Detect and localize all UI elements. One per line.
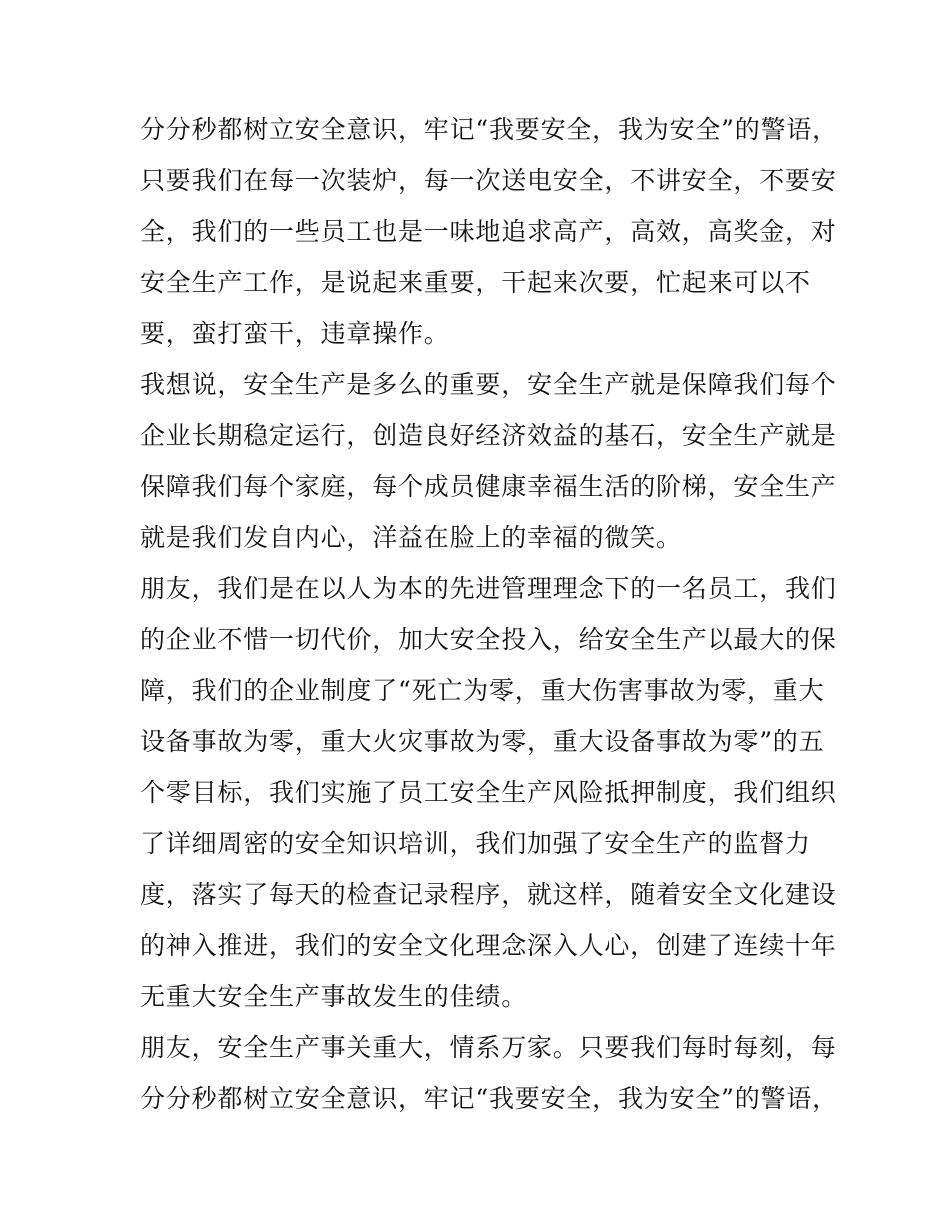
text-line: 设备事故为零，重大火灾事故为零，重大设备事故为零”的五 [140, 727, 825, 756]
text-line: 保障我们每个家庭，每个成员健康幸福生活的阶梯，安全生产 [140, 472, 837, 501]
text-line: 障，我们的企业制度了“死亡为零，重大伤害事故为零，重大 [140, 676, 825, 705]
text-line: 无重大安全生产事故发生的佳绩。 [140, 982, 528, 1011]
text-line: 要，蛮打蛮干，违章操作。 [140, 319, 450, 348]
text-line: 的企业不惜一切代价，加大安全投入，给安全生产以最大的保 [140, 625, 837, 654]
text-line: 分分秒都树立安全意识，牢记“我要安全，我为安全”的警语， [140, 1084, 838, 1113]
text-line: 的神入推进，我们的安全文化理念深入人心，创建了连续十年 [140, 931, 837, 960]
text-line: 只要我们在每一次装炉，每一次送电安全，不讲安全，不要安 [140, 166, 837, 195]
text-line: 度，落实了每天的检查记录程序，就这样，随着安全文化建设 [140, 880, 837, 909]
text-line: 我想说，安全生产是多么的重要，安全生产就是保障我们每个 [140, 370, 837, 399]
body-text [140, 104, 838, 1124]
text-line: 企业长期稳定运行，创造良好经济效益的基石，安全生产就是 [140, 421, 837, 450]
text-line: 了详细周密的安全知识培训，我们加强了安全生产的监督力 [140, 829, 811, 858]
paragraph-3 [140, 563, 837, 1022]
text-line: 个零目标，我们实施了员工安全生产风险抵押制度，我们组织 [140, 778, 837, 807]
text-line: 安全生产工作，是说起来重要，干起来次要，忙起来可以不 [140, 268, 811, 297]
text-line: 就是我们发自内心，洋益在脸上的幸福的微笑。 [140, 523, 682, 552]
text-line: 全，我们的一些员工也是一味地追求高产，高效，高奖金，对 [140, 217, 837, 246]
text-line: 朋友，安全生产事关重大，情系万家。只要我们每时每刻，每 [140, 1033, 837, 1062]
paragraph-1 [140, 104, 838, 359]
text-line: 分分秒都树立安全意识，牢记“我要安全，我为安全”的警语， [140, 115, 838, 144]
text-line: 朋友，我们是在以人为本的先进管理理念下的一名员工，我们 [140, 574, 837, 603]
paragraph-4 [140, 1022, 838, 1124]
paragraph-2 [140, 359, 837, 563]
